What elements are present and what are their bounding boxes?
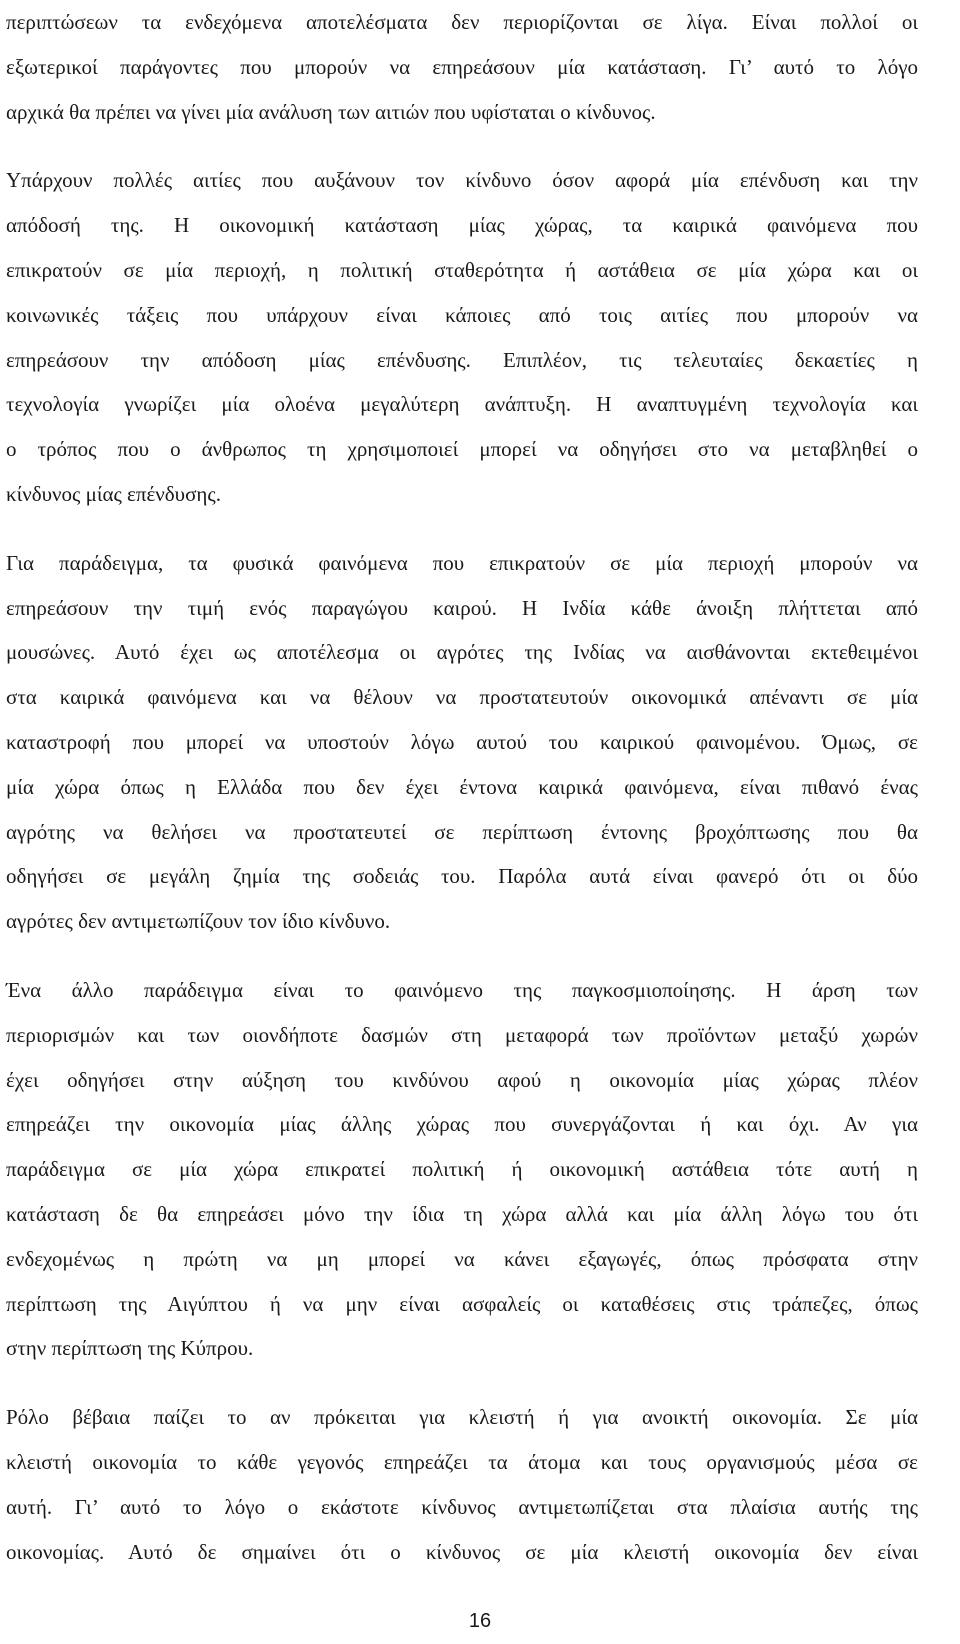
text-line: Για παράδειγμα, τα φυσικά φαινόμενα που επικρατούν σε μία περιοχή μπορούν να (6, 550, 918, 575)
text-line: περίπτωση της Αιγύπτου ή να μην είναι ασφαλείς οι καταθέσεις στις τράπεζες, όπως (6, 1291, 918, 1316)
text-line: μουσώνες. Αυτό έχει ως αποτέλεσμα οι αγρότες της Ινδίας να αισθάνονται εκτεθειμένοι (6, 640, 918, 665)
text-line: παράδειγμα σε μία χώρα επικρατεί πολιτική ή οικονομική αστάθεια τότε αυτή η (6, 1157, 918, 1182)
text-line: ενδεχομένως η πρώτη να μη μπορεί να κάνει εξαγωγές, όπως πρόσφατα στην (6, 1246, 918, 1271)
document-page (6, 0, 918, 1574)
text-line: έχει οδηγήσει στην αύξηση του κινδύνου αφού η οικονομία μίας χώρας πλέον (6, 1067, 918, 1092)
text-line: αυτή. Γι’ αυτό το λόγο ο εκάστοτε κίνδυνος αντιμετωπίζεται στα πλαίσια αυτής της (6, 1494, 918, 1519)
text-line: κατάσταση δε θα επηρεάσει μόνο την ίδια τη χώρα αλλά και μία άλλη λόγω του ότι (6, 1201, 918, 1226)
paragraph-spacer (6, 517, 918, 541)
text-line: καταστροφή που μπορεί να υποστούν λόγω αυτού του καιρικού φαινομένου. Όμως, σε (6, 729, 918, 754)
text-line: ο τρόπος που ο άνθρωπος τη χρησιμοποιεί μπορεί να οδηγήσει στο να μεταβληθεί ο (6, 437, 918, 462)
text-line: περιπτώσεων τα ενδεχόμενα αποτελέσματα δεν περιορίζονται σε λίγα. Είναι πολλοί οι (6, 10, 918, 34)
text-line: κλειστή οικονομία το κάθε γεγονός επηρεάζει τα άτομα και τους οργανισμούς μέσα σε (6, 1449, 918, 1474)
text-line: στην περίπτωση της Κύπρου. (6, 1336, 254, 1361)
text-line: απόδοσή της. Η οικονομική κατάσταση μίας χώρας, τα καιρικά φαινόμενα που (6, 213, 918, 238)
text-line: οδηγήσει σε μεγάλη ζημία της σοδειάς του. Παρόλα αυτά είναι φανερό ότι οι δύο (6, 864, 918, 889)
paragraph-spacer (6, 134, 918, 158)
text-line: Υπάρχουν πολλές αιτίες που αυξάνουν τον κίνδυνο όσον αφορά μία επένδυση και την (6, 168, 918, 193)
text-line: αρχικά θα πρέπει να γίνει μία ανάλυση των αιτιών που υφίσταται ο κίνδυνος. (6, 99, 656, 124)
paragraph-4 (6, 968, 918, 1371)
paragraph-5 (6, 1395, 918, 1574)
text-line: μία χώρα όπως η Ελλάδα που δεν έχει έντονα καιρικά φαινόμενα, είναι πιθανό ένας (6, 774, 918, 799)
text-line: Ρόλο βέβαια παίζει το αν πρόκειται για κλειστή ή για ανοικτή οικονομία. Σε μία (6, 1405, 918, 1430)
paragraph-1 (6, 0, 918, 134)
paragraph-spacer (6, 944, 918, 968)
text-line: επηρεάσουν την απόδοση μίας επένδυσης. Επιπλέον, τις τελευταίες δεκαετίες η (6, 347, 918, 372)
page-number: 16 (468, 1610, 492, 1632)
paragraph-3 (6, 541, 918, 944)
text-line: τεχνολογία γνωρίζει μία ολοένα μεγαλύτερη ανάπτυξη. Η αναπτυγμένη τεχνολογία και (6, 392, 918, 417)
text-line: επικρατούν σε μία περιοχή, η πολιτική σταθερότητα ή αστάθεια σε μία χώρα και οι (6, 257, 918, 282)
text-line: κοινωνικές τάξεις που υπάρχουν είναι κάποιες από τοις αιτίες που μπορούν να (6, 302, 918, 327)
text-line: οικονομίας. Αυτό δε σημαίνει ότι ο κίνδυνος σε μία κλειστή οικονομία δεν είναι (6, 1539, 918, 1564)
text-line: Ένα άλλο παράδειγμα είναι το φαινόμενο της παγκοσμιοποίησης. Η άρση των (6, 977, 918, 1002)
paragraph-2 (6, 158, 918, 516)
text-line: επηρεάζει την οικονομία μίας άλλης χώρας που συνεργάζονται ή και όχι. Αν για (6, 1112, 918, 1137)
text-line: αγρότης να θελήσει να προστατευτεί σε περίπτωση έντονης βροχόπτωσης που θα (6, 819, 918, 844)
text-line: κίνδυνος μίας επένδυσης. (6, 481, 221, 506)
text-line: αγρότες δεν αντιμετωπίζουν τον ίδιο κίνδυνο. (6, 909, 391, 934)
paragraph-spacer (6, 1371, 918, 1395)
text-line: στα καιρικά φαινόμενα και να θέλουν να προστατευτούν οικονομικά απέναντι σε μία (6, 685, 918, 710)
text-line: περιορισμών και των οιονδήποτε δασμών στη μεταφορά των προϊόντων μεταξύ χωρών (6, 1022, 918, 1047)
text-line: επηρεάσουν την τιμή ενός παραγώγου καιρού. Η Ινδία κάθε άνοιξη πλήττεται από (6, 595, 918, 620)
text-line: εξωτερικοί παράγοντες που μπορούν να επηρεάσουν μία κατάσταση. Γι’ αυτό το λόγο (6, 54, 918, 79)
